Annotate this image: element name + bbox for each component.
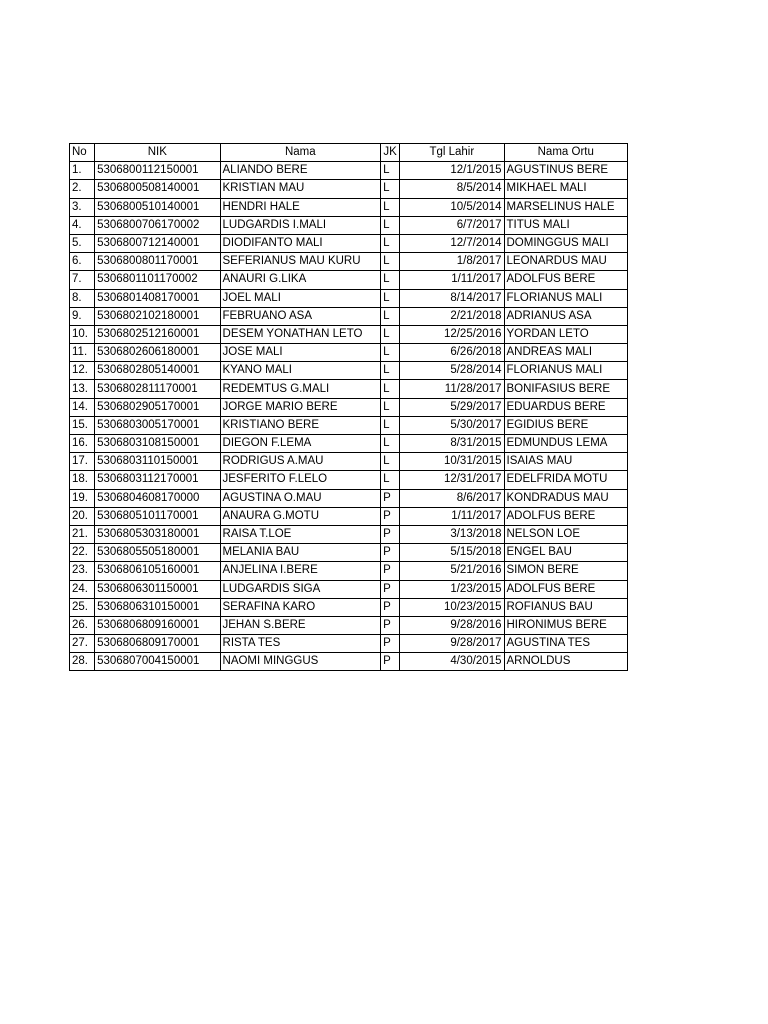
cell-nama-ortu: EDMUNDUS LEMA — [504, 435, 628, 453]
cell-nama: SERAFINA KARO — [220, 598, 381, 616]
cell-tgl-lahir: 12/31/2017 — [400, 471, 504, 489]
cell-tgl-lahir: 1/11/2017 — [400, 271, 504, 289]
cell-nama-ortu: EDELFRIDA MOTU — [504, 471, 628, 489]
table-row — [70, 562, 628, 580]
header-nama-ortu: Nama Ortu — [504, 144, 628, 162]
cell-nama-ortu: HIRONIMUS BERE — [504, 616, 628, 634]
cell-tgl-lahir: 12/7/2014 — [400, 234, 504, 252]
cell-nama: DESEM YONATHAN LETO — [220, 325, 381, 343]
cell-no: 21. — [70, 525, 95, 543]
cell-jk: P — [381, 653, 400, 671]
cell-nama: DIEGON F.LEMA — [220, 435, 381, 453]
cell-nama-ortu: ISAIAS MAU — [504, 453, 628, 471]
cell-nama-ortu: ANDREAS MALI — [504, 344, 628, 362]
table-row — [70, 598, 628, 616]
cell-no: 11. — [70, 344, 95, 362]
cell-no: 25. — [70, 598, 95, 616]
cell-jk: L — [381, 398, 400, 416]
cell-nik: 5306800510140001 — [95, 198, 220, 216]
cell-tgl-lahir: 9/28/2017 — [400, 635, 504, 653]
cell-jk: L — [381, 180, 400, 198]
cell-nama: HENDRI HALE — [220, 198, 381, 216]
cell-jk: L — [381, 271, 400, 289]
cell-no: 26. — [70, 616, 95, 634]
cell-nama: REDEMTUS G.MALI — [220, 380, 381, 398]
cell-tgl-lahir: 11/28/2017 — [400, 380, 504, 398]
cell-nama-ortu: ADOLFUS BERE — [504, 580, 628, 598]
cell-tgl-lahir: 5/15/2018 — [400, 544, 504, 562]
cell-tgl-lahir: 2/21/2018 — [400, 307, 504, 325]
table-row — [70, 162, 628, 180]
header-nama: Nama — [220, 144, 381, 162]
cell-nik: 5306806310150001 — [95, 598, 220, 616]
cell-nik: 5306800712140001 — [95, 234, 220, 252]
header-tgl-lahir: Tgl Lahir — [400, 144, 504, 162]
cell-no: 6. — [70, 253, 95, 271]
cell-nama: JEHAN S.BERE — [220, 616, 381, 634]
cell-no: 27. — [70, 635, 95, 653]
cell-nik: 5306803005170001 — [95, 416, 220, 434]
table-row — [70, 198, 628, 216]
table-row — [70, 471, 628, 489]
cell-nama-ortu: YORDAN LETO — [504, 325, 628, 343]
cell-nama: FEBRUANO ASA — [220, 307, 381, 325]
cell-jk: L — [381, 344, 400, 362]
cell-nama-ortu: AGUSTINA TES — [504, 635, 628, 653]
cell-jk: P — [381, 525, 400, 543]
cell-nama: KRISTIAN MAU — [220, 180, 381, 198]
cell-jk: L — [381, 198, 400, 216]
cell-tgl-lahir: 5/29/2017 — [400, 398, 504, 416]
cell-nama: LUDGARDIS I.MALI — [220, 216, 381, 234]
cell-nama: ALIANDO BERE — [220, 162, 381, 180]
cell-tgl-lahir: 1/23/2015 — [400, 580, 504, 598]
cell-tgl-lahir: 8/31/2015 — [400, 435, 504, 453]
table-row — [70, 362, 628, 380]
cell-nama: JOEL MALI — [220, 289, 381, 307]
cell-nama: RODRIGUS A.MAU — [220, 453, 381, 471]
cell-nama-ortu: DOMINGGUS MALI — [504, 234, 628, 252]
cell-no: 3. — [70, 198, 95, 216]
table-row — [70, 435, 628, 453]
table-row — [70, 635, 628, 653]
cell-jk: L — [381, 216, 400, 234]
cell-nama-ortu: ENGEL BAU — [504, 544, 628, 562]
cell-jk: L — [381, 253, 400, 271]
cell-tgl-lahir: 10/31/2015 — [400, 453, 504, 471]
cell-no: 22. — [70, 544, 95, 562]
cell-nama: JOSE MALI — [220, 344, 381, 362]
cell-no: 16. — [70, 435, 95, 453]
cell-nik: 5306800112150001 — [95, 162, 220, 180]
cell-jk: L — [381, 380, 400, 398]
table-row — [70, 253, 628, 271]
cell-nik: 5306803112170001 — [95, 471, 220, 489]
cell-no: 2. — [70, 180, 95, 198]
cell-nama: NAOMI MINGGUS — [220, 653, 381, 671]
cell-no: 17. — [70, 453, 95, 471]
table-row — [70, 380, 628, 398]
table-row — [70, 616, 628, 634]
cell-jk: P — [381, 635, 400, 653]
cell-no: 15. — [70, 416, 95, 434]
student-table — [69, 143, 628, 671]
table-row — [70, 216, 628, 234]
cell-no: 7. — [70, 271, 95, 289]
table-row — [70, 453, 628, 471]
cell-nik: 5306806105160001 — [95, 562, 220, 580]
cell-nama-ortu: MIKHAEL MALI — [504, 180, 628, 198]
cell-nama-ortu: MARSELINUS HALE — [504, 198, 628, 216]
cell-jk: P — [381, 562, 400, 580]
cell-nik: 5306802805140001 — [95, 362, 220, 380]
cell-nama: KYANO MALI — [220, 362, 381, 380]
cell-tgl-lahir: 5/30/2017 — [400, 416, 504, 434]
cell-nama: KRISTIANO BERE — [220, 416, 381, 434]
cell-nik: 5306802512160001 — [95, 325, 220, 343]
cell-tgl-lahir: 8/6/2017 — [400, 489, 504, 507]
cell-tgl-lahir: 5/28/2014 — [400, 362, 504, 380]
cell-tgl-lahir: 1/8/2017 — [400, 253, 504, 271]
cell-jk: P — [381, 489, 400, 507]
cell-no: 8. — [70, 289, 95, 307]
cell-no: 14. — [70, 398, 95, 416]
cell-tgl-lahir: 8/5/2014 — [400, 180, 504, 198]
cell-tgl-lahir: 6/7/2017 — [400, 216, 504, 234]
cell-nama: ANAURA G.MOTU — [220, 507, 381, 525]
cell-tgl-lahir: 5/21/2016 — [400, 562, 504, 580]
cell-jk: P — [381, 616, 400, 634]
cell-no: 12. — [70, 362, 95, 380]
cell-nama: RISTA TES — [220, 635, 381, 653]
table-row — [70, 398, 628, 416]
table-row — [70, 180, 628, 198]
cell-nama-ortu: ARNOLDUS — [504, 653, 628, 671]
cell-no: 20. — [70, 507, 95, 525]
cell-nama-ortu: ADOLFUS BERE — [504, 271, 628, 289]
cell-no: 10. — [70, 325, 95, 343]
cell-no: 19. — [70, 489, 95, 507]
cell-nama-ortu: EDUARDUS BERE — [504, 398, 628, 416]
cell-no: 9. — [70, 307, 95, 325]
header-nik: NIK — [95, 144, 220, 162]
table-row — [70, 580, 628, 598]
cell-jk: L — [381, 435, 400, 453]
cell-nama-ortu: ROFIANUS BAU — [504, 598, 628, 616]
cell-nama-ortu: LEONARDUS MAU — [504, 253, 628, 271]
cell-no: 5. — [70, 234, 95, 252]
cell-jk: L — [381, 162, 400, 180]
cell-no: 18. — [70, 471, 95, 489]
cell-no: 1. — [70, 162, 95, 180]
cell-no: 13. — [70, 380, 95, 398]
cell-tgl-lahir: 4/30/2015 — [400, 653, 504, 671]
cell-nama-ortu: TITUS MALI — [504, 216, 628, 234]
table-row — [70, 307, 628, 325]
table-row — [70, 344, 628, 362]
cell-nik: 5306805101170001 — [95, 507, 220, 525]
cell-nama: AGUSTINA O.MAU — [220, 489, 381, 507]
cell-nama-ortu: AGUSTINUS BERE — [504, 162, 628, 180]
cell-jk: P — [381, 544, 400, 562]
cell-nik: 5306801101170002 — [95, 271, 220, 289]
cell-tgl-lahir: 9/28/2016 — [400, 616, 504, 634]
cell-no: 4. — [70, 216, 95, 234]
cell-no: 23. — [70, 562, 95, 580]
cell-tgl-lahir: 12/1/2015 — [400, 162, 504, 180]
cell-nama: SEFERIANUS MAU KURU — [220, 253, 381, 271]
cell-tgl-lahir: 1/11/2017 — [400, 507, 504, 525]
cell-nama-ortu: FLORIANUS MALI — [504, 362, 628, 380]
cell-nik: 5306800801170001 — [95, 253, 220, 271]
cell-tgl-lahir: 6/26/2018 — [400, 344, 504, 362]
cell-nama-ortu: EGIDIUS BERE — [504, 416, 628, 434]
cell-nik: 5306802905170001 — [95, 398, 220, 416]
cell-nama: LUDGARDIS SIGA — [220, 580, 381, 598]
cell-nama: ANAURI G.LIKA — [220, 271, 381, 289]
cell-nik: 5306803110150001 — [95, 453, 220, 471]
cell-nama-ortu: ADRIANUS ASA — [504, 307, 628, 325]
cell-nama-ortu: SIMON BERE — [504, 562, 628, 580]
cell-nik: 5306806809170001 — [95, 635, 220, 653]
cell-jk: P — [381, 580, 400, 598]
table-row — [70, 653, 628, 671]
cell-nik: 5306802102180001 — [95, 307, 220, 325]
cell-nama: JESFERITO F.LELO — [220, 471, 381, 489]
cell-tgl-lahir: 10/23/2015 — [400, 598, 504, 616]
cell-nik: 5306801408170001 — [95, 289, 220, 307]
table-row — [70, 525, 628, 543]
cell-nik: 5306802811170001 — [95, 380, 220, 398]
cell-jk: L — [381, 307, 400, 325]
cell-tgl-lahir: 3/13/2018 — [400, 525, 504, 543]
table-body — [70, 162, 628, 671]
cell-jk: L — [381, 325, 400, 343]
cell-jk: L — [381, 362, 400, 380]
cell-nama: ANJELINA I.BERE — [220, 562, 381, 580]
cell-jk: L — [381, 416, 400, 434]
cell-no: 28. — [70, 653, 95, 671]
cell-tgl-lahir: 8/14/2017 — [400, 289, 504, 307]
table-row — [70, 271, 628, 289]
cell-jk: L — [381, 289, 400, 307]
cell-nik: 5306803108150001 — [95, 435, 220, 453]
table-row — [70, 544, 628, 562]
header-jk: JK — [381, 144, 400, 162]
cell-nama-ortu: KONDRADUS MAU — [504, 489, 628, 507]
cell-jk: L — [381, 471, 400, 489]
cell-no: 24. — [70, 580, 95, 598]
cell-nama-ortu: FLORIANUS MALI — [504, 289, 628, 307]
cell-nik: 5306806809160001 — [95, 616, 220, 634]
cell-nama: MELANIA BAU — [220, 544, 381, 562]
cell-tgl-lahir: 12/25/2016 — [400, 325, 504, 343]
table-row — [70, 507, 628, 525]
cell-nik: 5306800508140001 — [95, 180, 220, 198]
cell-nik: 5306802606180001 — [95, 344, 220, 362]
table-row — [70, 289, 628, 307]
cell-nik: 5306804608170000 — [95, 489, 220, 507]
cell-jk: L — [381, 453, 400, 471]
cell-jk: L — [381, 234, 400, 252]
cell-jk: P — [381, 598, 400, 616]
table-row — [70, 416, 628, 434]
cell-nama: RAISA T.LOE — [220, 525, 381, 543]
cell-nik: 5306807004150001 — [95, 653, 220, 671]
cell-tgl-lahir: 10/5/2014 — [400, 198, 504, 216]
cell-nama-ortu: NELSON LOE — [504, 525, 628, 543]
cell-nama-ortu: ADOLFUS BERE — [504, 507, 628, 525]
table-header-row — [70, 144, 628, 162]
cell-nik: 5306805505180001 — [95, 544, 220, 562]
table-row — [70, 489, 628, 507]
cell-nik: 5306806301150001 — [95, 580, 220, 598]
cell-nama: JORGE MARIO BERE — [220, 398, 381, 416]
cell-nama: DIODIFANTO MALI — [220, 234, 381, 252]
table-row — [70, 325, 628, 343]
cell-nik: 5306805303180001 — [95, 525, 220, 543]
table-row — [70, 234, 628, 252]
header-no: No — [70, 144, 95, 162]
cell-nik: 5306800706170002 — [95, 216, 220, 234]
cell-nama-ortu: BONIFASIUS BERE — [504, 380, 628, 398]
cell-jk: P — [381, 507, 400, 525]
